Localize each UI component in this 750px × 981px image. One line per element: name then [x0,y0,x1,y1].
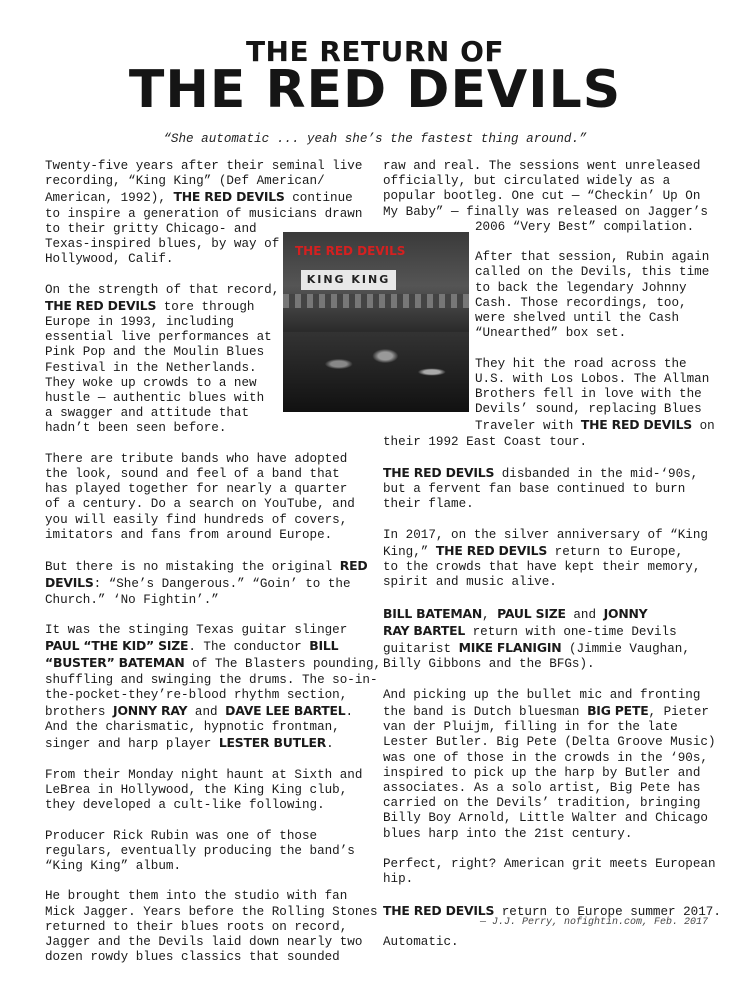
paragraph: And picking up the bullet mic and fronting the band is Dutch bluesman BIG PETE, Pieter van der Pluijm, filling in for the late Lester Butler. Big Pete (Delta Groove Music) was one of those in the crowds in the ‘90s, inspired to pick up the harp by Butler and associates. As a solo artist, Big Pete has carried on the Devils’ tradition, bringing Billy Boy Arnold, Little Walter and Chicago blues harp into the 21st century. [383,687,716,841]
band-name: THE RED DEVILS [173,189,285,205]
paragraph: After that session, Rubin again called on the Devils, this time to back the legendary Johnny Cash. Those recordings, too, were shelved until the Cash “Unearthed” box set. [475,250,710,341]
title-line-1: THE RETURN OF [245,35,505,68]
paragraph: Perfect, right? American grit meets European hip. [383,857,716,887]
band-name: THE RED DEVILS [383,465,495,481]
paragraph: There are tribute bands who have adopted the look, sound and feel of a band that has played together for nearly a quarter of a century. Do a search on YouTube, and you will easily find hundreds of covers, imitators and fans from around Europe. [45,451,355,542]
paragraph: BILL BATEMAN, PAUL SIZE and JONNY RAY BARTEL return with one-time Devils guitarist MIKE FLANIGIN (Jimmie Vaughan, Billy Gibbons and the BFGs). [383,605,690,672]
paragraph: THE RED DEVILS disbanded in the mid-‘90s, but a fervent fan base continued to burn their flame. [383,465,699,512]
paragraph: THE RED DEVILS return to Europe summer 2017. [383,902,721,919]
byline-credit: — J.J. Perry, nofightin.com, Feb. 2017 [480,917,709,928]
paragraph: On the strength of that record, THE RED DEVILS tore through Europe in 1993, including essential live performances at Pink Pop and the Moulin Blues Festival in the Netherlands. They woke up crowds to a new hustle — authentic blues with a swagger and attitude that hadn’t been seen before. [45,282,280,436]
paragraph: Automatic. [383,935,459,950]
column-right [383,159,721,965]
paragraph: raw and real. The sessions went unreleased officially, but circulated widely as a popular bootleg. One cut — “Checkin’ Up On My Baby” — finally was released on Jagger’s 2006 “Very Best” compilation. [383,159,708,234]
paragraph: In 2017, on the silver anniversary of “King King,” THE RED DEVILS return to Europe, to the crowds that have kept their memory, spirit and music alive. [383,527,708,590]
photo-sign-text: KING KING [301,270,396,290]
paragraph: They hit the road across the U.S. with Los Lobos. The Allman Brothers fell in love with the Devils’ sound, replacing Blues Traveler with THE RED DEVILS on their 1992 East Coast tour. [383,356,715,449]
band-name: THE RED DEVILS [45,297,157,313]
band-name: THE RED DEVILS [435,543,548,559]
band-name: THE RED DEVILS [580,417,692,433]
paragraph: But there is no mistaking the original RED DEVILS: “She’s Dangerous.” “Goin’ to the Church.” ‘No Fightin’.” [45,558,368,607]
paragraph: It was the stinging Texas guitar slinger PAUL “THE KID” SIZE. The conductor BILL “BUSTER” BATEMAN of The Blasters pounding, shuffling and swinging the drums. The so-in- the-pocket-they’re-blood rhythm section, brothers JONNY RAY and DAVE LEE BARTEL. And the charismatic, hypnotic frontman, singer and harp player LESTER BUTLER. [45,623,382,752]
epigraph: “She automatic ... yeah she’s the fastest thing around.” [163,132,587,146]
band-name: THE RED DEVILS [383,902,495,918]
paragraph: He brought them into the studio with fan Mick Jagger. Years before the Rolling Stones returned to their blues roots on record, Jagger and the Devils laid down nearly two dozen rowdy blues classics that sounded [45,889,378,965]
paragraph: Producer Rick Rubin was one of those regulars, eventually producing the band’s “King King” album. [45,828,355,874]
title-line-2: THE RED DEVILS [128,60,622,120]
photo-band-text: THE RED DEVILS [295,244,406,258]
paragraph: From their Monday night haunt at Sixth and LeBrea in Hollywood, the King King club, they developed a cult-like following. [45,767,363,813]
column-left [45,159,382,981]
paragraph: Twenty-five years after their seminal live recording, “King King” (Def American/ American, 1992), THE RED DEVILS continue to inspire a generation of musicians drawn to their gritty Chicago- and Texas-inspired blues, by way of Hollywood, Calif. [45,159,363,267]
